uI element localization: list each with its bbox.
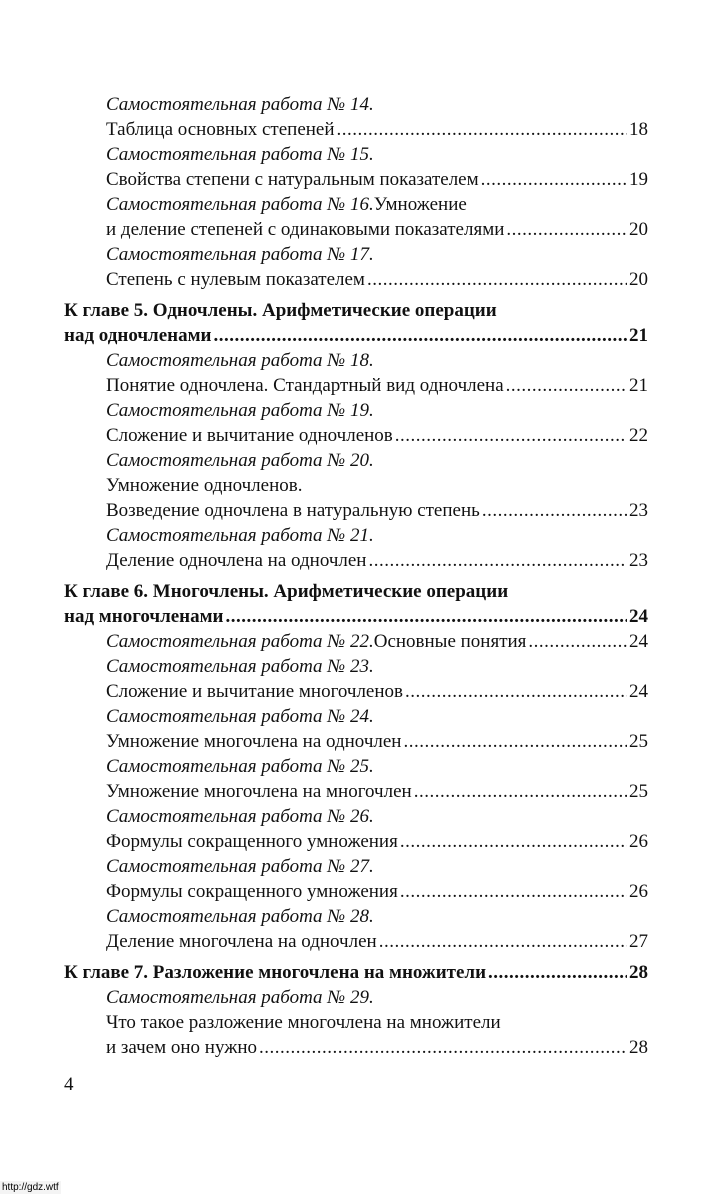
dot-leader bbox=[395, 423, 627, 448]
toc-entry-line bbox=[64, 217, 648, 242]
toc-entry-title: Возведение одночлена в натуральную степень bbox=[106, 500, 480, 521]
toc-entry-title: Что такое разложение многочлена на множители bbox=[106, 1012, 501, 1033]
toc-page-number: 20 bbox=[629, 269, 648, 290]
toc-entry-line bbox=[64, 1010, 648, 1035]
dot-leader bbox=[226, 604, 627, 629]
toc-entry-label bbox=[64, 904, 648, 929]
section-label: Самостоятельная работа № 17. bbox=[106, 244, 374, 265]
toc-entry-label bbox=[64, 704, 648, 729]
section-label: Самостоятельная работа № 18. bbox=[106, 350, 374, 371]
toc-entry-label bbox=[64, 142, 648, 167]
toc-page-number: 22 bbox=[629, 425, 648, 446]
chapter-title: К главе 7. Разложение многочлена на множители bbox=[64, 962, 487, 983]
dot-leader bbox=[368, 548, 627, 573]
toc-entry-title: Умножение одночленов. bbox=[106, 475, 303, 496]
toc-entry-title: Умножение многочлена на одночлен bbox=[106, 731, 402, 752]
dot-leader bbox=[400, 829, 627, 854]
toc-entry-title: Формулы сокращенного умножения bbox=[106, 881, 398, 902]
dot-leader bbox=[367, 267, 627, 292]
toc-entry-title: Сложение и вычитание многочленов bbox=[106, 681, 404, 702]
dot-leader bbox=[213, 323, 627, 348]
toc-entry-line bbox=[64, 779, 648, 804]
section-label: Самостоятельная работа № 25. bbox=[106, 756, 374, 777]
toc-page-number: 23 bbox=[629, 500, 648, 521]
dot-leader bbox=[482, 498, 627, 523]
section-label: Самостоятельная работа № 28. bbox=[106, 906, 374, 927]
toc-entry-title: Степень с нулевым показателем bbox=[106, 269, 365, 290]
toc-page-number: 20 bbox=[629, 219, 648, 240]
toc-page-number: 24 bbox=[629, 681, 648, 702]
toc-entry-label bbox=[64, 348, 648, 373]
dot-leader bbox=[488, 960, 627, 985]
toc-entry-title: Деление одночлена на одночлен bbox=[106, 550, 367, 571]
chapter-heading bbox=[64, 579, 648, 604]
section-label-tail: Основные понятия bbox=[373, 631, 527, 652]
toc-entry-label bbox=[64, 92, 648, 117]
toc-entry-label bbox=[64, 804, 648, 829]
toc-entry-label bbox=[64, 654, 648, 679]
toc-entry-line bbox=[64, 879, 648, 904]
section-label: Самостоятельная работа № 27. bbox=[106, 856, 374, 877]
toc-entry-title: Формулы сокращенного умножения bbox=[106, 831, 398, 852]
toc-entry-label bbox=[64, 192, 648, 217]
section-label: Самостоятельная работа № 19. bbox=[106, 400, 374, 421]
section-label: Самостоятельная работа № 22. bbox=[106, 631, 374, 652]
toc-page-number: 21 bbox=[629, 375, 648, 396]
toc-entry-label bbox=[64, 242, 648, 267]
toc-page-number: 25 bbox=[629, 781, 648, 802]
chapter-title: К главе 5. Одночлены. Арифметические операции bbox=[64, 300, 497, 321]
page-number: 4 bbox=[64, 1074, 74, 1095]
section-label: Самостоятельная работа № 14. bbox=[106, 94, 374, 115]
toc-page-number: 27 bbox=[629, 931, 648, 952]
section-label: Самостоятельная работа № 29. bbox=[106, 987, 374, 1008]
dot-leader bbox=[403, 729, 627, 754]
section-label-tail: Умножение bbox=[373, 194, 467, 215]
toc-page-number: 28 bbox=[629, 962, 648, 983]
toc-page-number: 24 bbox=[629, 631, 648, 652]
section-label: Самостоятельная работа № 15. bbox=[106, 144, 374, 165]
toc-page-number: 26 bbox=[629, 881, 648, 902]
section-label: Самостоятельная работа № 23. bbox=[106, 656, 374, 677]
dot-leader bbox=[259, 1035, 627, 1060]
dot-leader bbox=[400, 879, 627, 904]
toc-entry-line bbox=[64, 473, 648, 498]
toc-page-number: 26 bbox=[629, 831, 648, 852]
toc-entry-line bbox=[64, 167, 648, 192]
toc-entry-label bbox=[64, 448, 648, 473]
toc-entry-line bbox=[64, 117, 648, 142]
toc-entry-title: и зачем оно нужно bbox=[106, 1037, 257, 1058]
section-label: Самостоятельная работа № 21. bbox=[106, 525, 374, 546]
toc-entry-title: Таблица основных степеней bbox=[106, 119, 335, 140]
toc-entry-title: Понятие одночлена. Стандартный вид одночлена bbox=[106, 375, 504, 396]
toc-entry-title: Умножение многочлена на многочлен bbox=[106, 781, 412, 802]
toc-entry-label bbox=[64, 398, 648, 423]
toc-entry-title: Деление многочлена на одночлен bbox=[106, 931, 377, 952]
toc-entry-label bbox=[64, 754, 648, 779]
chapter-heading bbox=[64, 298, 648, 323]
toc-entry-line bbox=[64, 829, 648, 854]
section-label: Самостоятельная работа № 24. bbox=[106, 706, 374, 727]
dot-leader bbox=[506, 217, 627, 242]
toc-page-number: 19 bbox=[629, 169, 648, 190]
toc-page-number: 28 bbox=[629, 1037, 648, 1058]
toc-entry-label bbox=[64, 854, 648, 879]
watermark-url: http://gdz.wtf bbox=[2, 1182, 59, 1193]
chapter-heading-line bbox=[64, 604, 648, 629]
dot-leader bbox=[405, 679, 627, 704]
toc-entry-title: Сложение и вычитание одночленов bbox=[106, 425, 393, 446]
toc-entry-line bbox=[64, 729, 648, 754]
toc-entry-line bbox=[64, 267, 648, 292]
toc-entry-line bbox=[64, 548, 648, 573]
toc-entry-label bbox=[64, 523, 648, 548]
section-label: Самостоятельная работа № 26. bbox=[106, 806, 374, 827]
toc-entry-title: Свойства степени с натуральным показателем bbox=[106, 169, 479, 190]
toc-entry-line bbox=[64, 1035, 648, 1060]
dot-leader bbox=[506, 373, 627, 398]
toc-entry-line bbox=[64, 498, 648, 523]
chapter-heading-line bbox=[64, 323, 648, 348]
toc-page-number: 25 bbox=[629, 731, 648, 752]
dot-leader bbox=[481, 167, 627, 192]
toc-page-number: 23 bbox=[629, 550, 648, 571]
chapter-heading bbox=[64, 960, 648, 985]
table-of-contents bbox=[64, 92, 648, 1060]
chapter-title: К главе 6. Многочлены. Арифметические операции bbox=[64, 581, 509, 602]
chapter-title-cont: над многочленами bbox=[64, 606, 224, 627]
toc-page-number: 24 bbox=[629, 606, 648, 627]
dot-leader bbox=[414, 779, 627, 804]
toc-entry-label bbox=[64, 985, 648, 1010]
section-label: Самостоятельная работа № 16. bbox=[106, 194, 374, 215]
chapter-title-cont: над одночленами bbox=[64, 325, 212, 346]
toc-entry-line bbox=[64, 929, 648, 954]
toc-page-number: 21 bbox=[629, 325, 648, 346]
dot-leader bbox=[528, 629, 627, 654]
toc-entry-line bbox=[64, 423, 648, 448]
section-label: Самостоятельная работа № 20. bbox=[106, 450, 374, 471]
toc-entry-label bbox=[64, 629, 648, 654]
dot-leader bbox=[337, 117, 627, 142]
toc-entry-line bbox=[64, 373, 648, 398]
dot-leader bbox=[379, 929, 627, 954]
toc-entry-title: и деление степеней с одинаковыми показателями bbox=[106, 219, 505, 240]
toc-entry-line bbox=[64, 679, 648, 704]
toc-page-number: 18 bbox=[629, 119, 648, 140]
